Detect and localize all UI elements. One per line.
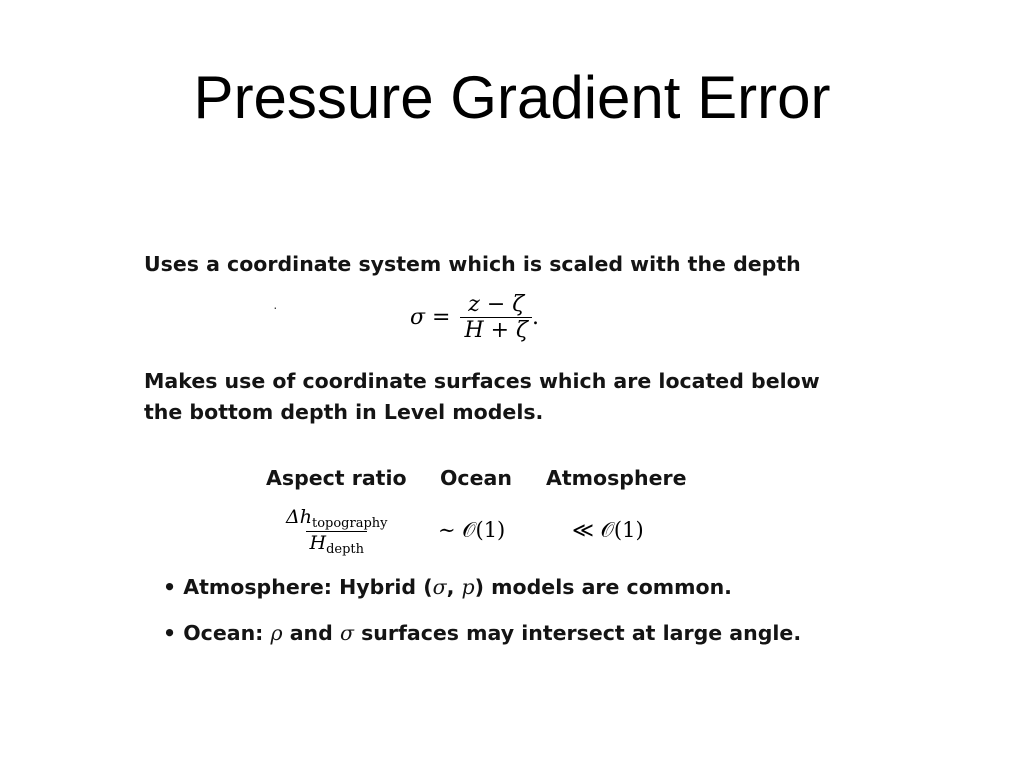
sigma-symbol: σ bbox=[339, 621, 354, 645]
bullet-atmosphere bbox=[163, 575, 732, 599]
sigma-equation bbox=[410, 292, 539, 343]
sigma-symbol: σ bbox=[432, 575, 447, 599]
aspect-ratio-numerator bbox=[283, 506, 391, 531]
table-header-atmosphere: Atmosphere bbox=[546, 466, 687, 490]
aspect-ratio-denominator bbox=[306, 531, 367, 557]
slide-title: Pressure Gradient Error bbox=[193, 64, 831, 131]
level-models-paragraph bbox=[144, 366, 820, 428]
bullet-text: surfaces may intersect at large angle. bbox=[353, 621, 802, 645]
equation-fraction bbox=[460, 292, 532, 343]
ocean-order: ∼ 𝒪(1) bbox=[438, 518, 506, 542]
table-header-aspect-ratio: Aspect ratio bbox=[266, 466, 407, 490]
bullet-text: , bbox=[446, 575, 462, 599]
equation-lhs: σ = bbox=[410, 305, 451, 330]
paragraph-line-1: Makes use of coordinate surfaces which are located below bbox=[144, 369, 820, 393]
h-depth: H bbox=[309, 532, 327, 554]
table-header-ocean: Ocean bbox=[440, 466, 512, 490]
bullet-text: ) models are common. bbox=[474, 575, 732, 599]
bullet-ocean bbox=[163, 621, 801, 645]
atmosphere-order: ≪ 𝒪(1) bbox=[572, 518, 644, 542]
sub-topography: topography bbox=[311, 516, 388, 531]
bullet-marker: • bbox=[163, 575, 177, 599]
bullet-text: Hybrid ( bbox=[339, 575, 433, 599]
rho-symbol: ρ bbox=[270, 621, 283, 645]
bullet-label: Ocean: bbox=[183, 621, 264, 645]
bullet-marker: • bbox=[163, 621, 177, 645]
bullet-label: Atmosphere: bbox=[183, 575, 332, 599]
paragraph-line-2: the bottom depth in Level models. bbox=[144, 400, 544, 424]
sub-depth: depth bbox=[326, 542, 364, 557]
equation-period: . bbox=[531, 305, 539, 330]
aspect-ratio-fraction bbox=[283, 506, 391, 557]
p-symbol: p bbox=[461, 575, 475, 599]
equation-numerator: z − ζ bbox=[468, 292, 525, 317]
equation-denominator: H + ζ bbox=[460, 317, 532, 343]
stray-dot: · bbox=[273, 299, 278, 315]
bullet-text: and bbox=[282, 621, 340, 645]
delta-h: Δh bbox=[286, 506, 312, 528]
intro-text: Uses a coordinate system which is scaled with the depth bbox=[144, 252, 801, 276]
